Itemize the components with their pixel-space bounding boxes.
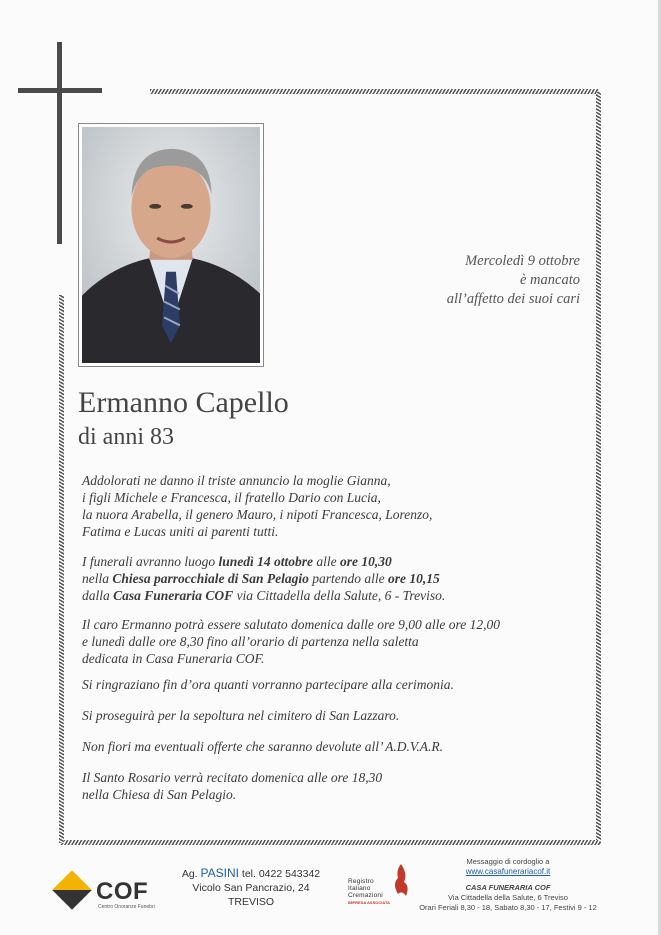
frame-border-right [596,92,601,844]
cof-logo-subtitle: Centro Onoranze Funebri [98,904,155,910]
agency-line [176,866,326,881]
text: via Cittadella della Salute, 6 - Treviso. [233,588,446,603]
cof-diamond-icon [52,870,92,910]
deceased-name: Ermanno Capello [78,386,289,419]
date-line: all’affetto dei suoi cari [446,291,580,307]
family-paragraph [82,472,552,540]
text-line: Addolorati ne danno il triste annuncio la moglie Gianna, [82,473,391,488]
funeral-home-hours: Orari Feriali 8,30 - 18, Sabato 8,30 - 17, Festivi 9 - 12 [419,903,597,912]
agency-city: TREVISO [227,896,275,908]
agency-info [176,866,326,909]
portrait-photo [78,123,264,367]
rosary-paragraph [82,769,552,803]
text: I funerali avranno luogo [82,554,219,569]
registro-associated: IMPRESA ASSOCIATA [348,900,391,905]
date-line: Mercoledì 9 ottobre [465,253,580,269]
text-line: Il Santo Rosario verrà recitato domenica alle ore 18,30 [82,770,383,785]
text-line: Fatima e Lucas uniti ai parenti tutti. [82,524,279,539]
funeral-home-name: Casa Funeraria COF [113,588,234,603]
website-link[interactable]: www.casafunerariacof.it [465,867,551,876]
funeral-home-header: CASA FUNERARIA COF [465,883,551,892]
registro-cremazioni-logo [348,864,410,906]
cof-logo [58,874,156,914]
condolence-label: Messaggio di cordoglio a [466,857,550,866]
registro-line: Cremazioni [348,892,383,899]
death-date-note [380,252,580,309]
text-line: e lunedì dalle ore 8,30 fino all’orario di partenza nella saletta [82,634,419,649]
departure-time: ore 10,15 [388,571,440,586]
text-line: la nuora Arabella, il genero Mauro, i nipoti Francesca, Lorenzo, [82,507,433,522]
text-line: Si proseguirà per la sepoltura nel cimitero di San Lazzaro. [82,708,400,723]
funeral-home-address: Via Cittadella della Salute, 6 Treviso [448,893,568,902]
registro-line: Italiano [348,885,371,892]
agency-address: Vicolo San Pancrazio, 24 [192,882,310,894]
text-line: i figli Michele e Francesca, il fratello Dario con Lucia, [82,490,381,505]
text: alle [313,554,341,569]
text: partendo alle [308,571,389,586]
date-line: è mancato [520,272,580,288]
cross-icon-bar [18,88,102,93]
agency-phone: tel. 0422 543342 [241,868,321,880]
thanks-paragraph [82,676,552,693]
text-line: Il caro Ermanno potrà essere salutato domenica dalle ore 9,00 alle ore 12,00 [82,617,500,632]
text-line: nella Chiesa di San Pelagio. [82,787,237,802]
visitation-paragraph [82,616,552,667]
text: dalla [82,588,114,603]
registro-line: Registro [348,878,374,885]
deceased-age: di anni 83 [78,424,174,450]
text-line [82,553,552,570]
text-line [82,587,552,604]
frame-border-top [150,89,599,94]
funeral-home-contact [408,857,608,913]
funeral-paragraph [82,553,552,604]
frame-border-left [59,295,64,843]
text-line: Si ringraziano fin d’ora quanti vorranno partecipare alla cerimonia. [82,677,454,692]
burial-paragraph [82,707,552,724]
funeral-time: ore 10,30 [340,554,392,569]
church-name: Chiesa parrocchiale di San Pelagio [112,571,309,586]
cof-logo-text: COF [96,878,149,905]
funeral-date: lunedì 14 ottobre [218,554,314,569]
agency-prefix: Ag. [181,868,198,880]
text: nella [82,571,113,586]
agency-name: PASINI [200,866,239,880]
text-line: Non fiori ma eventuali offerte che saranno devolute all’ A.D.V.A.R. [82,739,443,754]
text-line: dedicata in Casa Funeraria COF. [82,651,265,666]
cross-icon [57,42,62,244]
frame-border-bottom [60,840,600,845]
registro-text [348,878,383,899]
text-line [82,570,552,587]
donation-paragraph [82,738,552,755]
